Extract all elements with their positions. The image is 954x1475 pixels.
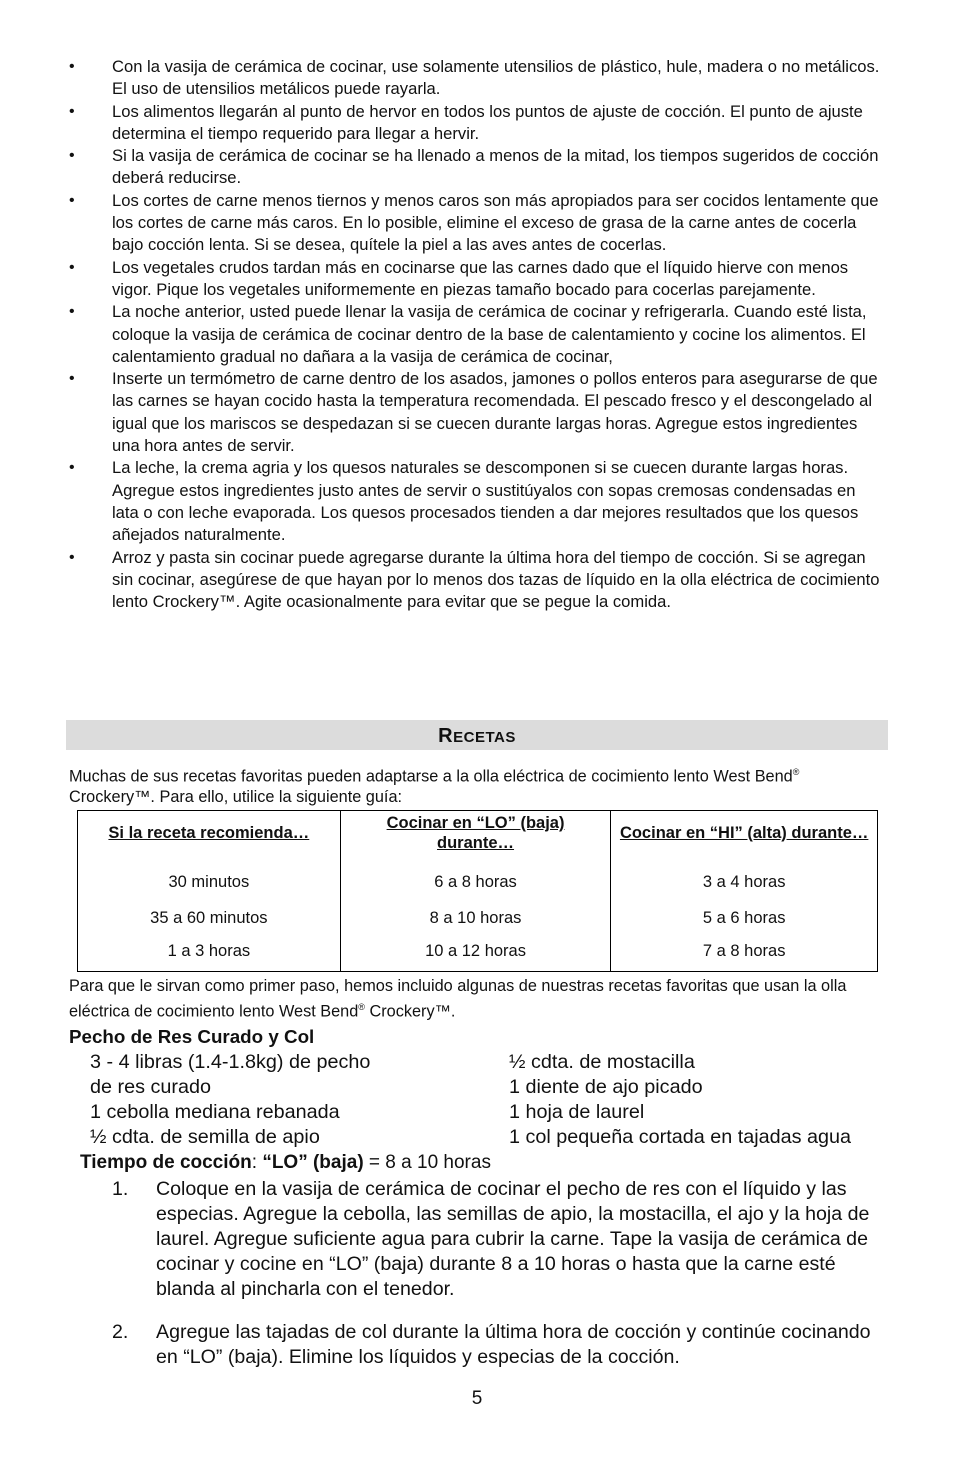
table-cell: 6 a 8 horas [340, 863, 611, 901]
tip-item [66, 301, 886, 368]
tip-item [66, 101, 886, 146]
recipes-intro-text: Para que le sirvan como primer paso, hemos incluido algunas de nuestras recetas favoritas que usan la olla eléctrica de cocimiento lento West Bend [69, 977, 847, 1021]
tip-item [66, 368, 886, 457]
intro-text-end: Crockery™. Para ello, utilice la siguiente guía: [69, 788, 403, 807]
recipe-steps [90, 1177, 890, 1388]
ingredient-item: 1 cebolla mediana rebanada [90, 1101, 340, 1123]
table-header: Cocinar en “LO” (baja) durante… [340, 811, 611, 864]
table-header: Cocinar en “HI” (alta) durante… [611, 811, 878, 864]
bullet-icon: • [69, 459, 75, 477]
tip-text: Con la vasija de cerámica de cocinar, use solamente utensilios de plástico, hule, madera o no metálicos. El uso de utensilios metálicos puede rayarla. [112, 57, 880, 99]
recipes-intro-paragraph [69, 976, 889, 1022]
ingredient-item: 1 col pequeña cortada en tajadas agua [509, 1126, 852, 1148]
ingredient-item: ½ cdta. de mostacilla [509, 1051, 695, 1073]
step-item [90, 1320, 890, 1370]
table-cell: 8 a 10 horas [340, 901, 611, 935]
table-header-row [78, 811, 878, 864]
tip-item [66, 145, 886, 190]
section-title [438, 725, 516, 747]
cook-time-value: = 8 a 10 horas [363, 1152, 491, 1173]
ingredients-column-left [90, 1050, 490, 1150]
ingredient-item: de res curado [90, 1076, 211, 1098]
tips-list [66, 56, 886, 613]
step-number: 1. [112, 1178, 129, 1200]
tip-item [66, 190, 886, 257]
step-text: Coloque en la vasija de cerámica de cocinar el pecho de res con el líquido y las especias. Agregue la cebolla, las semillas de apio, la mostacilla, el ajo y la hoja de laurel. Agregue suficiente agua para cubrir la carne. Tape la vasija de cerámica de cocinar y cocine en “LO” (baja) durante 8 a 10 horas o hasta que la carne esté blanda al pincharla con el tenedor. [156, 1178, 870, 1300]
tip-text: Inserte un termómetro de carne dentro de los asados, jamones o pollos enteros para asegurarse de que las carnes se hayan cocido hasta la temperatura recomendada. El pescado fresco y el descongelado al igual que los mariscos se despedazan si se cuecen durante largas horas. Agregue estos ingredientes una hora antes de servir. [112, 369, 878, 456]
table-cell: 1 a 3 horas [78, 935, 341, 972]
table-cell: 5 a 6 horas [611, 901, 878, 935]
section-title-rest: ECETAS [453, 729, 516, 746]
tip-text: Los alimentos llegarán al punto de hervor en todos los puntos de ajuste de cocción. El punto de ajuste determina el tiempo requerido para llegar a hervir. [112, 101, 863, 143]
registered-mark: ® [358, 1002, 365, 1012]
cook-time-setting: “LO” (baja) [262, 1152, 364, 1173]
tip-item [66, 547, 886, 614]
cook-time [80, 1150, 491, 1175]
tip-text: Arroz y pasta sin cocinar puede agregarse durante la última hora del tiempo de cocción. Si se agregan sin cocinar, asegúrese de que hayan por lo menos dos tazas de líquido en la olla eléctrica de cocimiento lento Crockery™. Agite ocasionalmente para evitar que se pegue la comida. [112, 547, 880, 612]
registered-mark: ® [792, 767, 800, 777]
ingredient-item: ½ cdta. de semilla de apio [90, 1126, 320, 1148]
cook-time-colon: : [251, 1152, 263, 1173]
tip-item [66, 56, 886, 101]
intro-text: Muchas de sus recetas favoritas pueden adaptarse a la olla eléctrica de cocimiento lento West Bend [69, 767, 793, 786]
tip-text: La noche anterior, usted puede llenar la vasija de cerámica de cocinar y refrigerarla. Cuando esté lista, coloque la vasija de cerámica de cocinar dentro de la base de calentamiento y cocine los alimentos. El calentamiento gradual no dañara a la vasija de cerámica de cocinar, [112, 302, 867, 366]
step-item [90, 1177, 890, 1302]
bullet-icon: • [69, 102, 75, 120]
tip-text: Los vegetales crudos tardan más en cocinarse que las carnes dado que el líquido hierve con menos vigor. Pique los vegetales uniformemente en piezas tamaño bocado para cocerlas parejamente. [112, 257, 849, 299]
bullet-icon: • [69, 58, 75, 75]
step-text: Agregue las tajadas de col durante la última hora de cocción y continúe cocinando en “LO” (baja). Elimine los líquidos y especias de la cocción. [156, 1321, 871, 1368]
ingredient-item: 1 diente de ajo picado [509, 1076, 703, 1098]
table-row [78, 935, 878, 972]
bullet-icon: • [69, 191, 75, 209]
table-cell: 7 a 8 horas [611, 935, 878, 972]
tip-item [66, 257, 886, 302]
table-row [78, 901, 878, 935]
tip-item [66, 457, 886, 546]
bullet-icon: • [69, 370, 75, 388]
section-title-initial: R [438, 725, 454, 747]
tip-text: Los cortes de carne menos tiernos y menos caros son más apropiados para ser cocidos lentamente que los cortes de carne más caros. En lo posible, elimine el exceso de grasa de la carne antes de cocerla bajo cocción lenta. Si se desea, quítele la piel a las aves antes de cocerlas. [112, 190, 879, 255]
table-row [78, 863, 878, 901]
bullet-icon: • [69, 303, 75, 321]
table-cell: 3 a 4 horas [611, 863, 878, 901]
cook-time-label: Tiempo de cocción [80, 1152, 252, 1173]
cooking-time-table [77, 810, 878, 972]
recipe-title: Pecho de Res Curado y Col [69, 1026, 315, 1047]
ingredient-item: 3 - 4 libras (1.4-1.8kg) de pecho [90, 1051, 371, 1073]
recipes-intro-text-end: Crockery™. [364, 1002, 456, 1021]
tip-text: Si la vasija de cerámica de cocinar se ha llenado a menos de la mitad, los tiempos sugeridos de cocción deberá reducirse. [112, 146, 879, 188]
bullet-icon: • [69, 258, 75, 276]
step-number: 2. [112, 1321, 129, 1343]
tip-text: La leche, la crema agria y los quesos naturales se descomponen si se cuecen durante largas horas. Agregue estos ingredientes justo antes de servir o sustitúyalos con sopas cremosas condensadas en lata o con leche evaporada. Los quesos procesados tienden a dar mejores resultados que los quesos añejados naturalmente. [112, 458, 859, 545]
bullet-icon: • [69, 147, 75, 165]
table-cell: 30 minutos [78, 863, 341, 901]
table-header: Si la receta recomienda… [78, 811, 341, 864]
bullet-icon: • [69, 548, 75, 566]
table-cell: 35 a 60 minutos [78, 901, 341, 935]
ingredients-column-right [509, 1050, 909, 1150]
table-cell: 10 a 12 horas [340, 935, 611, 972]
intro-paragraph [69, 762, 889, 808]
ingredient-item: 1 hoja de laurel [509, 1101, 645, 1123]
page-number: 5 [471, 1388, 483, 1409]
section-header-recetas [66, 720, 888, 750]
